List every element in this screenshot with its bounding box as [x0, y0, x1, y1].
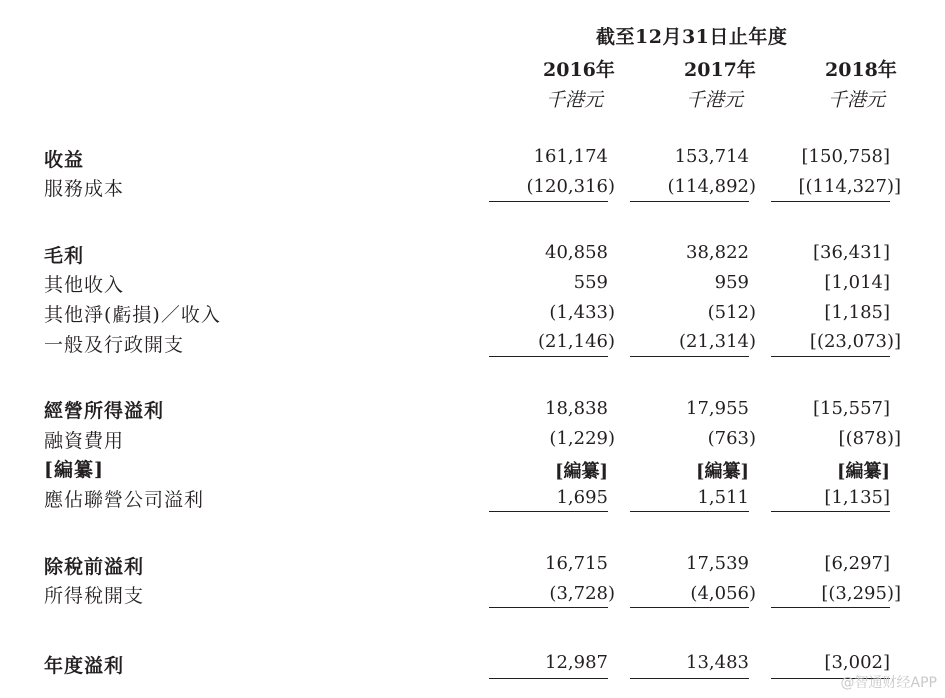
cell-admin-2018: [(23,073)]	[809, 331, 901, 352]
cell-tax-2016: (3,728)	[549, 583, 615, 604]
cell-cost-2016: (120,316)	[526, 176, 615, 197]
cell-other-income-2017: 959	[714, 272, 749, 293]
subtotal-rule	[630, 356, 749, 357]
cell-operating-profit-2018: [15,557]	[812, 398, 890, 419]
unit-label-2016: 千港元	[546, 89, 604, 111]
cell-finance-costs-2017: (763)	[707, 428, 756, 449]
cell-operating-profit-2016: 18,838	[545, 398, 608, 419]
cell-other-net-2017: (512)	[707, 302, 756, 323]
cell-admin-2016: (21,146)	[537, 331, 615, 352]
cell-revenue-2017: 153,714	[674, 146, 749, 167]
cell-redacted-2017: [編纂]	[695, 461, 749, 482]
unit-label-2017: 千港元	[686, 89, 744, 111]
cell-profit-year-2018: [3,002]	[824, 652, 890, 673]
cell-other-net-2016: (1,433)	[549, 302, 615, 323]
subtotal-rule	[489, 511, 608, 512]
row-label-other-net-loss-income: 其他淨(虧損)／收入	[44, 304, 221, 326]
year-header-2016: 2016年	[543, 59, 615, 81]
year-header-2018: 2018年	[825, 59, 897, 81]
row-label-profit-before-tax: 除稅前溢利	[44, 556, 145, 578]
cell-other-income-2016: 559	[573, 272, 608, 293]
subtotal-rule	[771, 607, 890, 608]
cell-operating-profit-2017: 17,955	[686, 398, 749, 419]
cell-redacted-2018: [編纂]	[836, 461, 890, 482]
subtotal-rule	[771, 511, 890, 512]
row-label-share-of-associates: 應佔聯營公司溢利	[44, 489, 205, 511]
watermark: @智通财经APP	[840, 675, 937, 691]
cell-associates-2017: 1,511	[697, 487, 749, 508]
subtotal-rule	[489, 201, 608, 202]
cell-revenue-2018: [150,758]	[801, 146, 890, 167]
cell-associates-2018: [1,135]	[824, 487, 890, 508]
cell-revenue-2016: 161,174	[533, 146, 608, 167]
cell-profit-year-2016: 12,987	[545, 652, 608, 673]
unit-label-2018: 千港元	[828, 89, 886, 111]
period-heading: 截至12月31日止年度	[596, 26, 788, 48]
subtotal-rule	[771, 356, 890, 357]
subtotal-rule	[630, 607, 749, 608]
row-label-operating-profit: 經營所得溢利	[44, 400, 165, 422]
cell-gross-profit-2018: [36,431]	[812, 242, 890, 263]
cell-admin-2017: (21,314)	[678, 331, 756, 352]
row-label-other-income: 其他收入	[44, 274, 125, 296]
row-label-gross-profit: 毛利	[44, 245, 85, 267]
row-label-redacted: [編纂]	[44, 459, 104, 481]
row-label-admin-expenses: 一般及行政開支	[44, 334, 185, 356]
row-label-finance-costs: 融資費用	[44, 430, 125, 452]
cell-pbt-2016: 16,715	[545, 553, 608, 574]
subtotal-rule	[630, 511, 749, 512]
row-label-profit-for-year: 年度溢利	[44, 655, 125, 677]
cell-tax-2018: [(3,295)]	[821, 583, 901, 604]
subtotal-rule	[489, 356, 608, 357]
row-label-cost-of-services: 服務成本	[44, 178, 125, 200]
cell-gross-profit-2017: 38,822	[686, 242, 749, 263]
subtotal-rule	[771, 201, 890, 202]
cell-gross-profit-2016: 40,858	[545, 242, 608, 263]
cell-associates-2016: 1,695	[556, 487, 608, 508]
total-rule	[630, 678, 749, 679]
total-rule	[489, 678, 608, 679]
cell-finance-costs-2016: (1,229)	[549, 428, 615, 449]
row-label-income-tax: 所得稅開支	[44, 585, 145, 607]
cell-finance-costs-2018: [(878)]	[838, 428, 901, 449]
cell-cost-2018: [(114,327)]	[798, 176, 901, 197]
cell-other-net-2018: [1,185]	[824, 302, 890, 323]
subtotal-rule	[630, 201, 749, 202]
cell-profit-year-2017: 13,483	[686, 652, 749, 673]
subtotal-rule	[489, 607, 608, 608]
row-label-revenue: 收益	[44, 149, 85, 171]
cell-tax-2017: (4,056)	[690, 583, 756, 604]
cell-other-income-2018: [1,014]	[824, 272, 890, 293]
cell-cost-2017: (114,892)	[667, 176, 756, 197]
cell-redacted-2016: [編纂]	[554, 461, 608, 482]
year-header-2017: 2017年	[684, 59, 756, 81]
cell-pbt-2017: 17,539	[686, 553, 749, 574]
cell-pbt-2018: [6,297]	[824, 553, 890, 574]
